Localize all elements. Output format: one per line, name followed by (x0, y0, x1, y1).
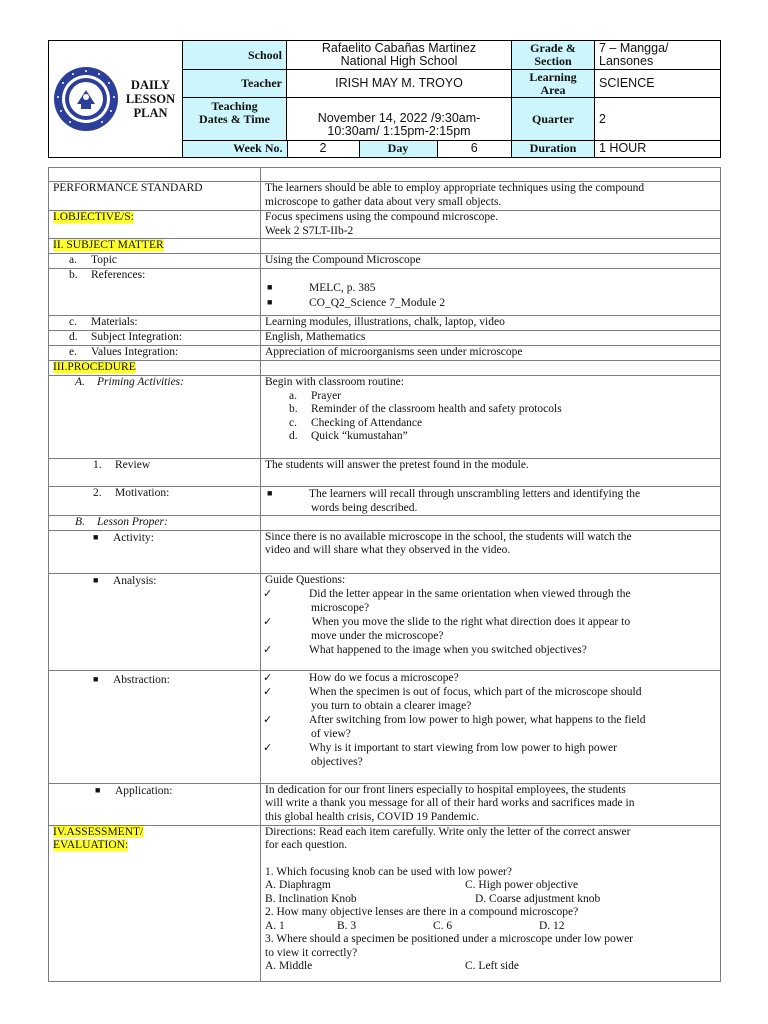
lesson-proper-label: B. Lesson Proper: (49, 516, 261, 531)
square-bullet-icon: ■ (267, 282, 273, 292)
header-table (48, 40, 721, 158)
logo-cell (49, 41, 183, 158)
quarter-label: Quarter (512, 98, 595, 140)
objectives-label: I.OBJECTIVE/S: (49, 211, 261, 239)
quarter-value: 2 (595, 98, 721, 140)
references-list (261, 269, 721, 316)
motivation-label: 2. Motivation: (49, 487, 261, 516)
question-2: 2. How many objective lenses are there in a compound microscope? (265, 906, 579, 918)
table-row (49, 376, 721, 459)
checkmark-icon: ✓ (263, 670, 273, 684)
list-item: ■ The learners will recall through unscrambling letters and identifying the words being described. (267, 488, 641, 514)
subject-integration-value: English, Mathematics (261, 331, 721, 346)
list-item: ✓ Why is it important to start viewing from low power to high power objectives? (263, 741, 617, 768)
day-label: Day (359, 141, 437, 157)
list-item: ✓ What happened to the image when you switched objectives? (263, 643, 587, 656)
table-row (49, 316, 721, 331)
week-value: 2 (287, 141, 359, 157)
list-item: ■ CO_Q2_Science 7_Module 2 (267, 296, 446, 309)
assessment-label: IV.ASSESSMENT/ EVALUATION: (49, 825, 261, 981)
checkmark-icon: ✓ (263, 741, 273, 754)
table-row (49, 346, 721, 361)
table-row (49, 254, 721, 269)
values-integration-label: e. Values Integration: (49, 346, 261, 361)
square-bullet-icon: ■ (93, 574, 99, 585)
references-label: b. References: (49, 269, 261, 316)
learning-area-label: Learning Area (512, 70, 595, 98)
assessment-content: Directions: Read each item carefully. Write only the letter of the correct answer for each question. 1. Which focusing knob can be used with low power? A. Diaphragm C. High power objective B. Inclination Knob D. Coarse adjustment knob 2. How many objective lenses are there in a compound microscope? A. 1 B. 3 C. 6 D. 12 3. Where should a specimen be positioned under a microscope under low power to view it correctly? A. Middle C. Left side (261, 825, 721, 981)
week-label: Week No. (183, 141, 287, 157)
duration-value: 1 HOUR (595, 140, 721, 157)
checkmark-icon: ✓ (263, 615, 273, 628)
subject-integration-label: d. Subject Integration: (49, 331, 261, 346)
analysis-label: ■ Analysis: (49, 573, 261, 670)
teacher-value: IRISH MAY M. TROYO (287, 70, 512, 98)
school-label: School (183, 41, 287, 70)
list-item: ✓ After switching from low power to high power, what happens to the field of view? (263, 713, 646, 740)
list-item: ✓ When the specimen is out of focus, which part of the microscope should you turn to obtain a clearer image? (263, 685, 642, 712)
objectives-text: Focus specimens using the compound microscope. Week 2 S7LT-IIb-2 (261, 211, 721, 239)
table-row (49, 670, 721, 783)
grade-value: 7 – Mangga/ Lansones (595, 41, 721, 70)
topic-label: a. Topic (49, 254, 261, 269)
priming-content: Begin with classroom routine: a. Prayer b. Reminder of the classroom health and safety protocols c. Checking of Attendance d. Quick “kumustahan” (261, 376, 721, 459)
checkmark-icon: ✓ (263, 643, 273, 656)
day-value: 6 (470, 141, 478, 156)
priming-label: A. Priming Activities: (49, 376, 261, 459)
deped-seal-icon (53, 66, 119, 132)
application-label: ■ Application: (49, 783, 261, 825)
abstraction-label: ■ Abstraction: (49, 670, 261, 783)
topic-value: Using the Compound Microscope (261, 254, 721, 269)
learning-area-value: SCIENCE (595, 70, 721, 98)
review-text: The students will answer the pretest found in the module. (261, 459, 721, 487)
table-row (49, 783, 721, 825)
table-row (49, 211, 721, 239)
table-row (49, 530, 721, 573)
list-item: c. Checking of Attendance (289, 416, 423, 429)
activity-text: Since there is no available microscope in the school, the students will watch the video and will share what they observed in the video. (261, 530, 721, 573)
procedure-label: III.PROCEDURE (49, 361, 261, 376)
table-row (49, 331, 721, 346)
table-row (49, 239, 721, 254)
abstraction-content (261, 670, 721, 783)
table-row (49, 487, 721, 516)
motivation-text (261, 487, 721, 516)
teacher-label: Teacher (183, 70, 287, 98)
school-value: Rafaelito Cabañas Martinez National High School (287, 41, 512, 70)
analysis-content: Guide Questions: ✓ Did the letter appear in the same orientation when viewed through the microscope? ✓ When you move the slide to the right what direction does it appear to move under the microscope? ✓ What happened to the image when you switched objectives? (261, 573, 721, 670)
table-row (49, 182, 721, 211)
dates-label: Teaching Dates & Time (183, 98, 287, 140)
activity-label: ■ Activity: (49, 530, 261, 573)
square-bullet-icon: ■ (267, 296, 273, 307)
list-item: d. Quick “kumustahan” (289, 430, 408, 442)
list-item: ✓ Did the letter appear in the same orientation when viewed through the microscope? (263, 587, 631, 614)
square-bullet-icon: ■ (93, 531, 99, 542)
performance-text: The learners should be able to employ appropriate techniques using the compound microscope to gather data about very small objects. (261, 182, 721, 211)
square-bullet-icon: ■ (93, 673, 99, 684)
table-row (49, 168, 721, 182)
values-integration-value: Appreciation of microorganisms seen under microscope (261, 346, 721, 361)
square-bullet-icon: ■ (267, 488, 273, 498)
subject-matter-label: II. SUBJECT MATTER (49, 239, 261, 254)
list-item: b. Reminder of the classroom health and safety protocols (289, 403, 562, 415)
review-label: 1. Review (49, 459, 261, 487)
question-3: 3. Where should a specimen be positioned under a microscope under low power to view it correctly? (265, 933, 633, 959)
plan-title: DAILY LESSON PLAN (125, 78, 176, 120)
materials-value: Learning modules, illustrations, chalk, laptop, video (261, 316, 721, 331)
list-item: ✓ When you move the slide to the right what direction does it appear to move under the microscope? (263, 615, 631, 642)
week-day-cell (183, 140, 512, 157)
list-item: a. Prayer (289, 389, 342, 402)
dates-value: November 14, 2022 /9:30am- 10:30am/ 1:15pm-2:15pm (287, 98, 512, 140)
checkmark-icon: ✓ (263, 713, 273, 726)
application-text: In dedication for our front liners especially to hospital employees, the students will write a thank you message for all of their hard works and sacrifices made in this global health crisis, COVID 19 Pandemic. (261, 783, 721, 825)
list-item: ■ MELC, p. 385 (267, 282, 376, 294)
checkmark-icon: ✓ (263, 685, 273, 698)
table-row (49, 269, 721, 316)
materials-label: c. Materials: (49, 316, 261, 331)
table-row (49, 516, 721, 531)
performance-label: PERFORMANCE STANDARD (49, 182, 261, 211)
list-item: ✓ How do we focus a microscope? (263, 670, 459, 684)
table-row (49, 459, 721, 487)
duration-label: Duration (512, 140, 595, 157)
lesson-plan-table (48, 167, 721, 982)
table-row (49, 825, 721, 981)
checkmark-icon: ✓ (263, 587, 273, 600)
question-1: 1. Which focusing knob can be used with low power? (265, 865, 512, 878)
grade-label: Grade & Section (512, 41, 595, 70)
table-row (49, 573, 721, 670)
square-bullet-icon: ■ (95, 784, 101, 795)
table-row (49, 361, 721, 376)
